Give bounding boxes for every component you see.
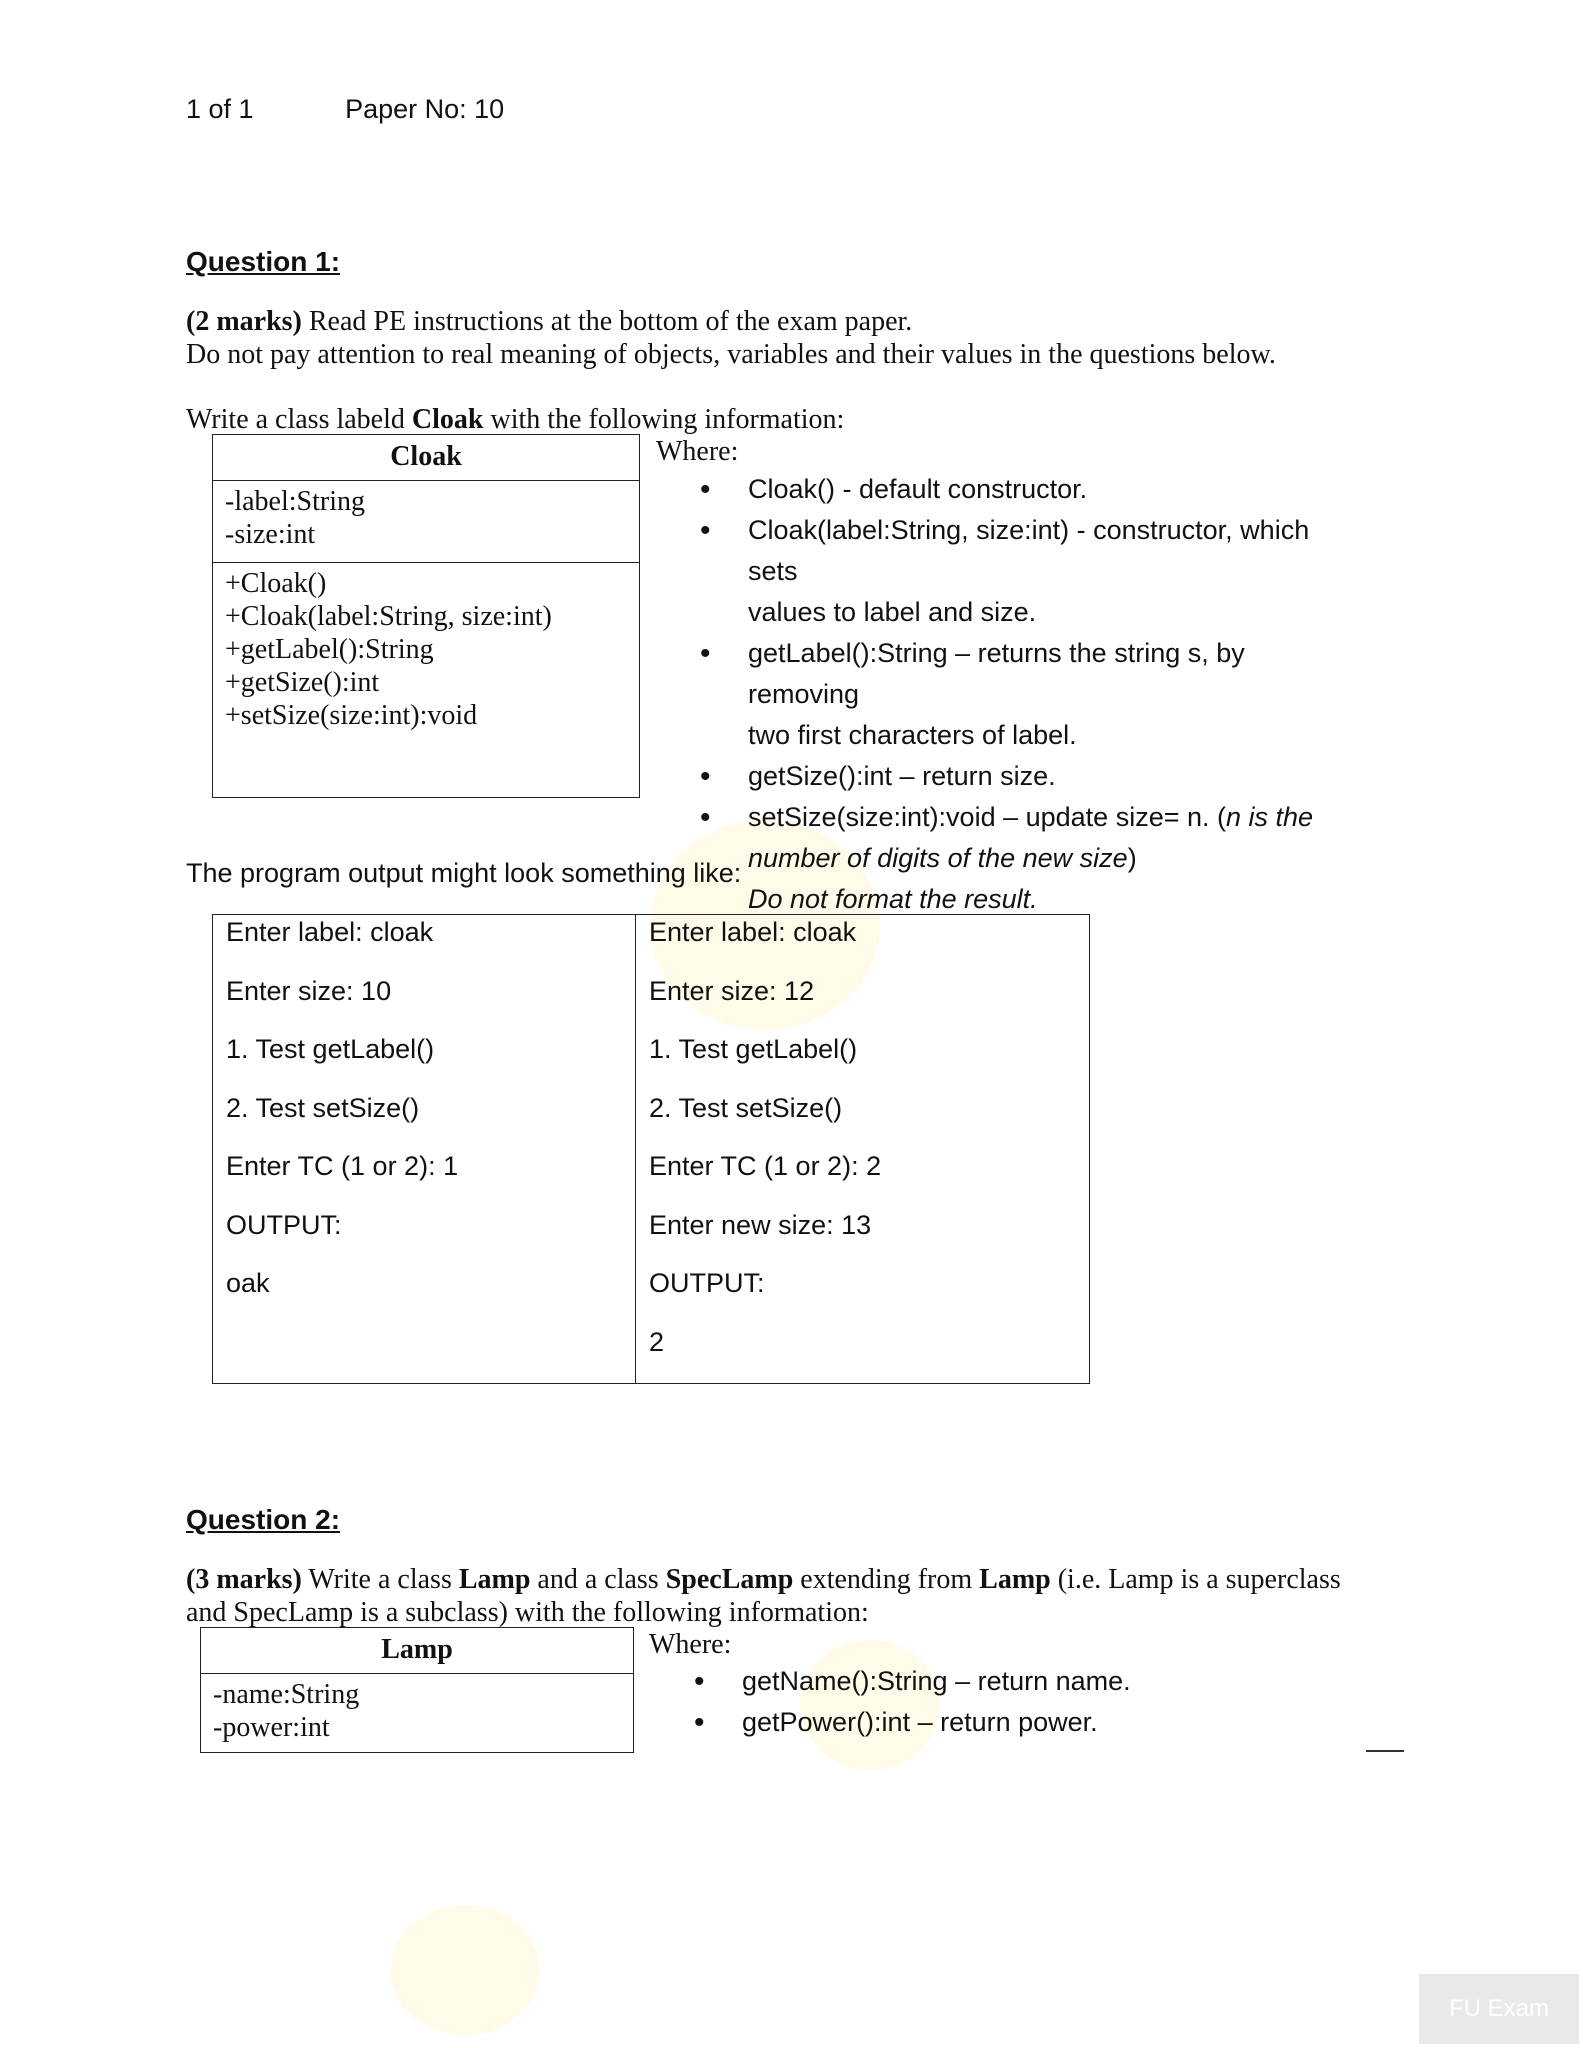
question-2-title: Question 2: — [186, 1504, 341, 1535]
output-line: 2. Test setSize() — [226, 1092, 420, 1123]
output-example-table — [212, 914, 1090, 1384]
setsize-n: n — [1225, 802, 1242, 832]
question-2-line-2: and SpecLamp is a subclass) with the following information: — [186, 1597, 869, 1628]
question-2-marks: (3 marks) — [186, 1564, 302, 1595]
q2-text: (i.e. Lamp is a superclass — [1050, 1564, 1341, 1595]
setsize-close: ) — [1127, 843, 1137, 873]
q2-class-speclamp: SpecLamp — [665, 1564, 794, 1595]
uml-class-name: Lamp — [201, 1628, 633, 1674]
logo-text: FU Exam — [1448, 1995, 1549, 2022]
setsize-rest: is the — [1241, 802, 1314, 832]
write-suffix: with the following information: — [483, 404, 845, 435]
output-line: Enter label: cloak — [649, 917, 857, 947]
lamp-method-descriptions — [694, 1661, 1354, 1743]
q2-text: extending from — [793, 1564, 980, 1595]
uml-method: +getSize():int — [225, 667, 380, 698]
output-line: 1. Test getLabel() — [649, 1034, 858, 1064]
q2-text: Write a class — [301, 1564, 459, 1595]
uml-method: +getLabel():String — [225, 634, 434, 665]
paper-number: Paper No: 10 — [345, 94, 505, 124]
output-line: Enter TC (1 or 2): 2 — [649, 1151, 882, 1181]
question-1-marks: (2 marks) — [186, 306, 302, 337]
cloak-uml-diagram — [212, 434, 640, 798]
uml-attribute: -name:String — [213, 1679, 360, 1710]
setsize-text: setSize(size:int):void – update size= n. ( — [748, 802, 1226, 832]
question-2-intro — [186, 1563, 1341, 1596]
where-label: Where: — [649, 1629, 732, 1660]
uml-method: +Cloak() — [225, 568, 327, 599]
output-line: OUTPUT: — [649, 1268, 765, 1298]
output-line: 1. Test getLabel() — [226, 1034, 435, 1064]
write-class-name: Cloak — [411, 404, 484, 435]
setsize-continuation: number of digits of the new size — [748, 843, 1128, 873]
watermark-emoji-icon — [390, 1905, 540, 2035]
output-line: 2. Test setSize() — [649, 1092, 843, 1123]
bullet-item: • getLabel():String – returns the string s, by removing — [700, 633, 1360, 715]
uml-attribute: -size:int — [225, 519, 316, 550]
uml-method: +Cloak(label:String, size:int) — [225, 601, 552, 632]
question-1-title: Question 1: — [186, 246, 341, 277]
page-header — [186, 94, 504, 125]
bullet-item: • Cloak(label:String, size:int) - constructor, which sets — [700, 510, 1360, 592]
bullet-continuation: two first characters of label. — [748, 720, 1077, 750]
uml-attributes — [213, 481, 639, 563]
bullet-item: • getName():String – return name. — [694, 1661, 1354, 1702]
uml-attributes — [201, 1674, 633, 1748]
question-1-intro — [186, 305, 912, 338]
question-1-write-line — [186, 403, 844, 436]
uml-method: +setSize(size:int):void — [225, 700, 478, 731]
question-1-instructions: Read PE instructions at the bottom of the exam paper. — [301, 306, 913, 337]
bullet-note: Do not format the result. — [748, 884, 1038, 914]
uml-attribute: -label:String — [225, 486, 365, 517]
page-info: 1 of 1 — [186, 94, 254, 124]
uml-class-name: Cloak — [213, 435, 639, 481]
output-line: Enter TC (1 or 2): 1 — [226, 1151, 459, 1181]
output-line: Enter label: cloak — [226, 917, 434, 947]
divider — [1366, 1750, 1404, 1752]
write-prefix: Write a class labeld — [186, 404, 412, 435]
bullet-item: • Cloak() - default constructor. — [700, 469, 1360, 510]
output-line: OUTPUT: — [226, 1209, 342, 1240]
output-line: Enter size: 12 — [649, 975, 815, 1006]
q2-class-lamp: Lamp — [458, 1564, 531, 1595]
q2-class-lamp: Lamp — [979, 1564, 1051, 1595]
uml-methods — [213, 563, 639, 736]
uml-attribute: -power:int — [213, 1712, 330, 1743]
question-1-note: Do not pay attention to real meaning of objects, variables and their values in the questions below. — [186, 339, 1276, 370]
output-line: Enter new size: 13 — [649, 1209, 872, 1240]
output-line: oak — [226, 1268, 270, 1298]
fu-exam-logo — [1419, 1974, 1579, 2044]
bullet-item-setsize — [700, 797, 1360, 838]
output-example-left — [213, 915, 635, 1383]
bullet-item: • getPower():int – return power. — [694, 1702, 1354, 1743]
output-intro: The program output might look something like: — [186, 858, 742, 888]
output-line: Enter size: 10 — [226, 975, 392, 1006]
bullet-continuation — [700, 838, 1360, 879]
bullet-continuation: values to label and size. — [748, 597, 1037, 627]
q2-text: and a class — [530, 1564, 666, 1595]
bullet-item: • getSize():int – return size. — [700, 756, 1360, 797]
cloak-method-descriptions — [700, 469, 1360, 920]
output-example-right — [635, 915, 1089, 1383]
lamp-uml-diagram — [200, 1627, 634, 1753]
output-line: 2 — [649, 1326, 665, 1357]
where-label: Where: — [656, 436, 739, 467]
